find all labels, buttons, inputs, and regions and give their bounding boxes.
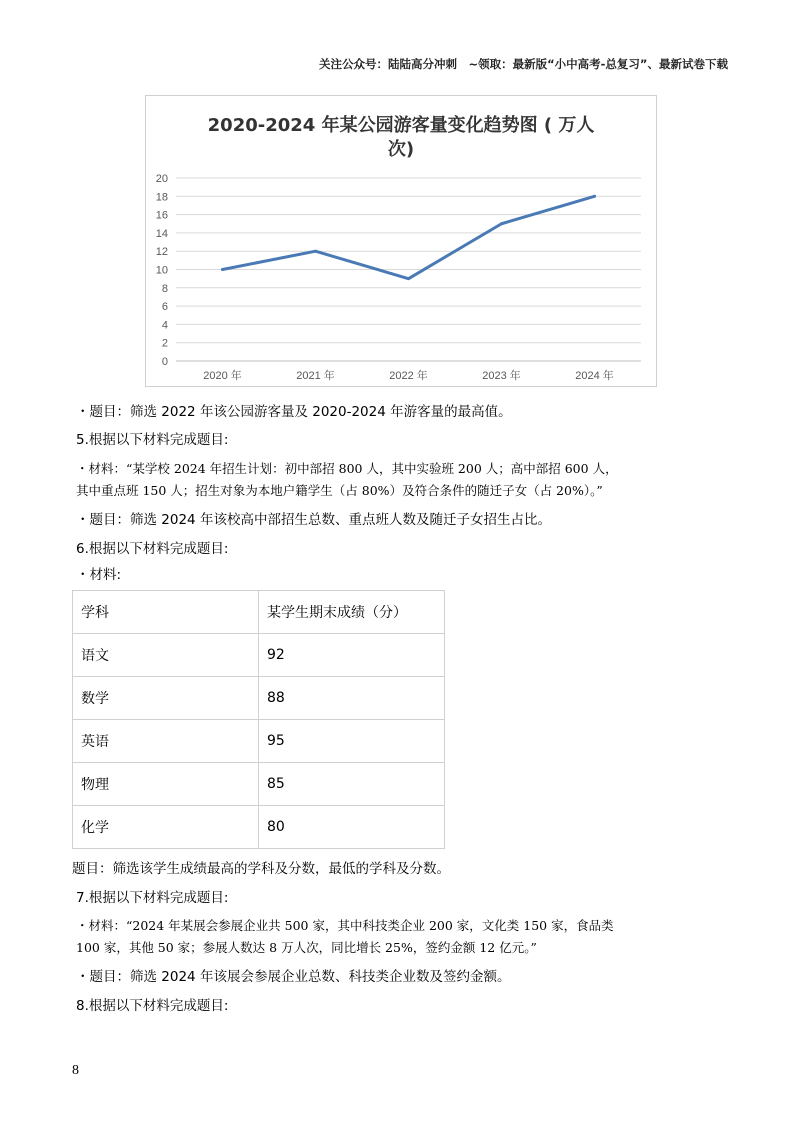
data-point: [314, 250, 317, 253]
y-tick-label: 16: [155, 209, 168, 222]
x-tick-label: 2023 年: [482, 370, 521, 382]
table-row: [73, 677, 445, 720]
q8-heading: 8.根据以下材料完成题目:: [76, 998, 229, 1014]
data-point: [500, 222, 503, 225]
table-cell-subject: 数学: [73, 677, 259, 720]
q6-topic: 题目：筛选该学生成绩最高的学科及分数，最低的学科及分数。: [72, 861, 450, 877]
q4-topic: ・题目：筛选 2022 年该公园游客量及 2020-2024 年游客量的最高值。: [76, 404, 512, 420]
chart-title-line1: 2020-2024 年某公园游客量变化趋势图 ( 万人: [207, 115, 595, 136]
table-cell-score: 95: [259, 720, 445, 763]
table-header-cell: 学科: [73, 591, 259, 634]
page-header: 关注公众号：陆陆高分冲刺 ~领取：最新版“小中高考-总复习”、最新试卷下载: [318, 57, 728, 71]
series-line: [223, 196, 595, 278]
table-cell-score: 85: [259, 763, 445, 806]
table-header-cell: 某学生期末成绩（分）: [259, 591, 445, 634]
table-cell-subject: 化学: [73, 806, 259, 849]
chart-title-line2: 次): [387, 139, 415, 160]
x-tick-label: 2024 年: [575, 370, 614, 382]
page-number: 8: [72, 1063, 79, 1078]
line-chart: [145, 95, 657, 387]
data-point: [221, 268, 224, 271]
q7-material-line2: 100 家，其他 50 家；参展人数达 8 万人次，同比增长 25%，签约金额 12 亿元。”: [76, 940, 537, 955]
y-tick-label: 18: [155, 191, 168, 204]
y-tick-label: 20: [155, 173, 168, 185]
q5-heading: 5.根据以下材料完成题目:: [76, 432, 229, 448]
x-tick-label: 2021 年: [296, 370, 335, 382]
x-tick-label: 2022 年: [389, 370, 428, 382]
q7-material-line1: ・材料：“2024 年某展会参展企业共 500 家，其中科技类企业 200 家，文化类 150 家，食品类: [76, 918, 614, 933]
q5-material-line2: 其中重点班 150 人；招生对象为本地户籍学生（占 80%）及符合条件的随迁子女（占 20%）。”: [76, 483, 603, 498]
y-tick-label: 0: [161, 356, 168, 368]
table-cell-score: 80: [259, 806, 445, 849]
table-cell-subject: 语文: [73, 634, 259, 677]
grades-table: [72, 590, 445, 849]
data-point: [407, 277, 410, 280]
table-header-row: [73, 591, 445, 634]
chart-plot: [146, 96, 656, 386]
table-cell-subject: 物理: [73, 763, 259, 806]
table-row: [73, 806, 445, 849]
q5-topic: ・题目：筛选 2024 年该校高中部招生总数、重点班人数及随迁子女招生占比。: [76, 512, 551, 528]
q6-material-label: ・材料:: [76, 567, 122, 583]
q5-material-line1: ・材料：“某学校 2024 年招生计划：初中部招 800 人，其中实验班 200 人；高中部招 600 人，: [76, 461, 618, 476]
x-tick-label: 2020 年: [203, 370, 242, 382]
table-row: [73, 634, 445, 677]
q6-heading: 6.根据以下材料完成题目:: [76, 541, 229, 557]
data-point: [593, 195, 596, 198]
q7-heading: 7.根据以下材料完成题目:: [76, 890, 229, 906]
y-tick-label: 4: [161, 319, 168, 332]
y-tick-label: 14: [155, 227, 168, 240]
table-cell-subject: 英语: [73, 720, 259, 763]
y-tick-label: 2: [161, 337, 168, 350]
q7-topic: ・题目：筛选 2024 年该展会参展企业总数、科技类企业数及签约金额。: [76, 969, 511, 985]
y-tick-label: 6: [161, 301, 168, 314]
table-row: [73, 763, 445, 806]
y-tick-label: 10: [155, 264, 168, 277]
y-tick-label: 12: [155, 246, 168, 259]
y-tick-label: 8: [161, 282, 168, 295]
table-row: [73, 720, 445, 763]
table-cell-score: 92: [259, 634, 445, 677]
table-cell-score: 88: [259, 677, 445, 720]
